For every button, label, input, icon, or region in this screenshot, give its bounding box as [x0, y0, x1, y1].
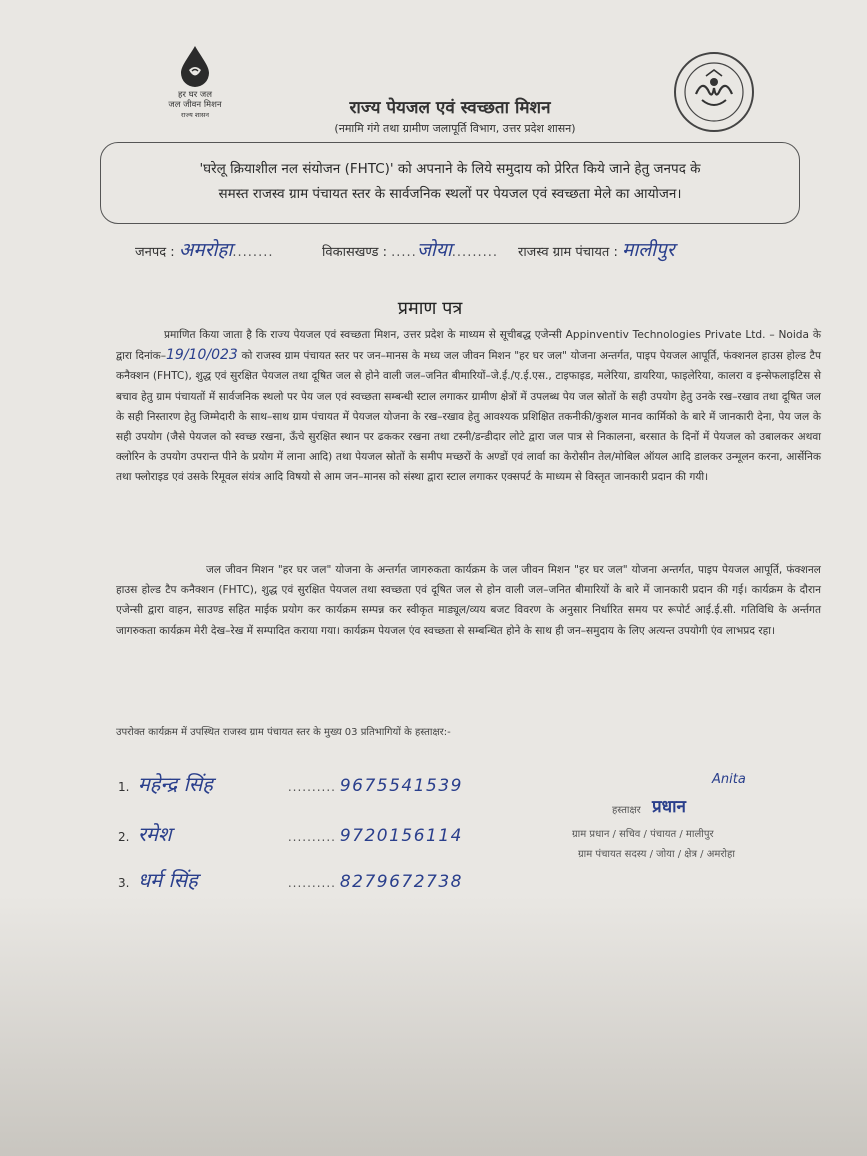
banner-line-1: 'घरेलू क्रियाशील नल संयोजन (FHTC)' को अपनाने के लिये समुदाय को प्रेरित किये जाने हेतु जनपद के — [199, 161, 701, 177]
pradhan-signature: Anita — [712, 772, 746, 787]
certificate-title: प्रमाण पत्र — [397, 298, 463, 319]
signature-label: हस्ताक्षर — [612, 805, 641, 816]
block-label: विकासखण्ड : — [322, 245, 388, 260]
logo-line-1: हर घर जल — [178, 90, 212, 100]
mission-subtitle: (नमामि गंगे तथा ग्रामीण जलापूर्ति विभाग, उत्तर प्रदेश शासन) — [334, 122, 576, 135]
participant-number: 2. — [118, 830, 130, 844]
pradhan-stamp-title: प्रधान — [652, 797, 686, 817]
mission-title: राज्य पेयजल एवं स्वच्छता मिशन — [349, 98, 551, 118]
logo-line-2: जल जीवन मिशन — [168, 100, 222, 110]
district-label: जनपद : — [135, 245, 175, 260]
up-government-seal — [672, 50, 756, 134]
paragraph-1-body: को राजस्व ग्राम पंचायत स्तर पर जन–मानस के मध्य जल जीवन मिशन "हर घर जल" योजना अन्तर्गत, पाइप पेयजल आपूर्ति, फंक्शनल हाउस होल्ड टैप कनैक्शन (FHTC), शुद्ध एवं सुरक्षित पेयजल तथा दूषित जल से होने वाली जल–जनित बीमारियों–जे.ई./ए.ई.एस., टाइफाइड, मलेरिया, डायरिया, फाइलेरिया, कालरा व इन्सेफलाइटिस से बचाव हेतु ग्राम पंचायतों में सार्वजनिक स्थलो पर पेय जल एवं स्वच्छता सम्बन्धी स्टाल लगाकर ग्रामीण क्षेत्रों में उपलब्ध पेय जल स्रोतों के सही उपयोग हेतु उनके रख–रखाव तथा दूषित जल के सही निस्तारण हेतु जिम्मेदारी के साथ–साथ ग्राम पंचायत में पेयजल योजना के रख–रखाव हेतु आवश्यक प्रशिक्षित तकनीकी/कुशल मानव कार्मिको के बारे में जानकारी देना, पेय जल के सही उपयोग (जैसे पेयजल को स्वच्छ रखना, ऊँचे सुरक्षित स्थान पर ढककर रखना तथा टस्नी/डन्डीदार लोटे द्वारा जल पात्र से निकालना, बरसात के दिनों में पेयजल को उबालकर अथवा क्लोरिन के उपयोग उपरान्त पीने के प्रयोग में लाना आदि) तथा पेयजल स्रोतों के समीप मच्छरों के अण्डों एवं लार्वा का केरोसीन तेल/मोबिल ऑयल आदि डालकर उन्मूलन करना, आर्सेनिक तथा फ्लोराइड एवं उसके रिमूवल संयंत्र आदि विषयो से आम जन–मानस को संस्था द्वारा स्टाल लगाकर एक्सपर्ट के माध्यम से विस्तृत जानकारी प्रदान की गयी। — [116, 350, 821, 484]
participant-phone: 8279672738 — [339, 872, 463, 892]
village-label: राजस्व ग्राम पंचायत : — [518, 245, 618, 260]
participant-row-1: 1. महेन्द्र सिंह .......... 9675541539 — [118, 772, 463, 796]
participant-name: धर्म सिंह — [137, 868, 198, 892]
participant-number: 3. — [118, 876, 130, 890]
signatures-intro: उपरोक्त कार्यक्रम में उपस्थित राजस्व ग्राम पंचायत स्तर के मुख्य 03 प्रतिभागियों के हस्ताक्षर:- — [116, 727, 451, 738]
block-value: जोया — [416, 239, 452, 261]
event-banner — [100, 142, 800, 224]
participant-row-2: 2. रमेश .......... 9720156114 — [118, 822, 463, 846]
village-field — [518, 236, 675, 262]
water-drop-icon — [178, 45, 212, 87]
participant-phone: 9720156114 — [339, 826, 463, 846]
district-field: जनपद : अमरोहा........ — [135, 239, 274, 261]
participant-phone: 9675541539 — [339, 776, 463, 796]
participant-number: 1. — [118, 780, 130, 794]
stamp-line-2: ग्राम पंचायत सदस्य / जोया / क्षेत्र / अमरोहा — [578, 849, 735, 860]
certificate-paragraph-1 — [116, 325, 821, 488]
paragraph-1-intro: प्रमाणित किया जाता है कि राज्य पेयजल एवं स्वच्छता मिशन, उत्तर प्रदेश के माध्यम से सूचीबद्ध एजेन्सी Appinventiv Technologies Private Ltd. – Noida के द्वारा दिनांक– — [116, 329, 821, 363]
certificate-paragraph-2: जल जीवन मिशन "हर घर जल" योजना के अन्तर्गत जागरुकता कार्यक्रम के जल जीवन मिशन "हर घर जल" योजना अन्तर्गत, पाइप पेयजल आपूर्ति, फंक्शनल हाउस होल्ड टैप कनैक्शन (FHTC), शुद्ध एवं सुरक्षित पेयजल तथा स्वच्छता एवं दूषित जल से होन वाली जल–जनित बीमारियों के बारे में जानकारी प्रदान की गई। कार्यक्रम के दौरान एजेन्सी द्वारा वाहन, साउण्ड सहित माईक प्रयोग कर कार्यक्रम सम्पन्न कर स्वीकृत माड्यूल/व्यय बजट विवरण के अनुसार निर्धारित समय पर रूपोर्ट आई.ई.सी. गतिविधि के अर्न्तगत जागरुकता कार्यक्रम मेरी देख–रेख में सम्पादित कराया गया। कार्यक्रम पेयजल एंव स्वच्छता से सम्बन्धित होने के साथ ही जन–समुदाय के लिए अत्यन्त उपयोगी एंव लाभप्रद रहा। — [116, 564, 821, 637]
har-ghar-jal-logo — [150, 45, 240, 120]
village-value: मालीपुर — [621, 239, 675, 261]
participant-name: महेन्द्र सिंह — [137, 772, 213, 796]
event-date: 19/10/023 — [166, 347, 238, 364]
logo-line-3: राज्य शासन — [180, 111, 209, 119]
stamp-line-1: ग्राम प्रधान / सचिव / पंचायत / मालीपुर — [572, 829, 714, 840]
district-value: अमरोहा — [178, 239, 233, 261]
paper-shadow — [0, 896, 867, 1156]
block-field: विकासखण्ड : .....जोया......... — [322, 239, 498, 261]
participant-name: रमेश — [137, 822, 172, 846]
participant-row-3: 3. धर्म सिंह .......... 8279672738 — [118, 868, 463, 892]
banner-line-2: समस्त राजस्व ग्राम पंचायत स्तर के सार्वजनिक स्थलों पर पेयजल एवं स्वच्छता मेले का आयोजन। — [218, 186, 682, 202]
